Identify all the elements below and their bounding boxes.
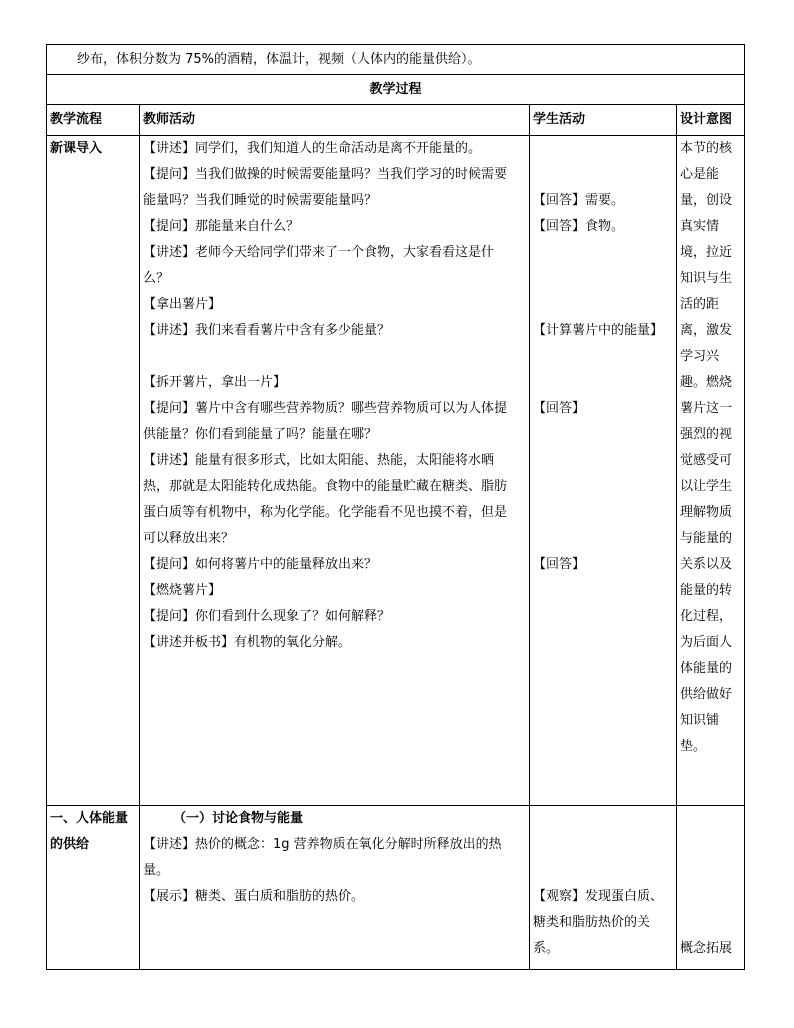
teacher-line: 【提问】你们看到什么现象了？如何解释？ bbox=[143, 609, 391, 624]
teacher-subtitle: （一）讨论食物与能量 bbox=[173, 811, 304, 826]
design-line: 与能量的 bbox=[680, 531, 733, 546]
student-line bbox=[533, 292, 673, 318]
teacher-line: 【拆开薯片，拿出一片】 bbox=[143, 375, 287, 390]
student-line bbox=[533, 344, 673, 370]
flow-intro: 新课导入 bbox=[47, 136, 140, 806]
student-line: 糖类和脂肪热价的关 bbox=[533, 915, 651, 930]
section-title-row bbox=[47, 75, 745, 105]
design-line: 学习兴 bbox=[680, 349, 720, 364]
teacher-line: 【提问】如何将薯片中的能量释放出来？ bbox=[143, 557, 378, 572]
lesson-plan-page bbox=[46, 44, 744, 970]
student-line bbox=[533, 832, 673, 858]
student-line bbox=[533, 162, 673, 188]
teacher-line: 【燃烧薯片】 bbox=[143, 583, 222, 598]
teacher-line: 热，那就是太阳能转化成热能。食物中的能量贮藏在糖类、脂肪 bbox=[143, 479, 508, 494]
student-line bbox=[533, 266, 673, 292]
teacher-line: 【拿出薯片】 bbox=[143, 297, 222, 312]
student-intro bbox=[530, 136, 677, 806]
header-student: 学生活动 bbox=[530, 105, 677, 136]
student-line: 系。 bbox=[533, 941, 560, 956]
header-teacher: 教师活动 bbox=[140, 105, 530, 136]
student-line bbox=[533, 474, 673, 500]
design-line: 体能量的 bbox=[680, 661, 733, 676]
teacher-line: 【讲述】能量有很多形式，比如太阳能、热能，太阳能将水晒 bbox=[143, 453, 495, 468]
student-line bbox=[533, 136, 673, 162]
teacher-line: 【提问】当我们做操的时候需要能量吗？当我们学习的时候需要 bbox=[143, 167, 508, 182]
design-line bbox=[680, 858, 741, 884]
design-line: 化过程， bbox=[680, 609, 733, 624]
materials-row bbox=[47, 45, 745, 75]
flow-line: 一、人体能量 bbox=[50, 811, 129, 826]
teacher-line: 【讲述】老师今天给同学们带来了一个食物，大家看看这是什 bbox=[143, 245, 495, 260]
design-line: 本节的核 bbox=[680, 141, 733, 156]
design-line: 觉感受可 bbox=[680, 453, 733, 468]
teacher-line: 【展示】糖类、蛋白质和脂肪的热价。 bbox=[143, 889, 365, 904]
design-line bbox=[680, 832, 741, 858]
design-line: 能量的转 bbox=[680, 583, 733, 598]
design-line: 趣。燃烧 bbox=[680, 375, 733, 390]
teacher-line: 供能量？你们看到能量了吗？能量在哪？ bbox=[143, 427, 378, 442]
teacher-line: 量。 bbox=[143, 863, 170, 878]
student-line bbox=[533, 370, 673, 396]
design-line: 离，激发 bbox=[680, 323, 733, 338]
teacher-line: 【讲述】我们来看看薯片中含有多少能量？ bbox=[143, 323, 391, 338]
teacher-line: 蛋白质等有机物中，称为化学能。化学能看不见也摸不着，但是 bbox=[143, 505, 508, 520]
lesson-plan-table bbox=[46, 44, 745, 970]
teacher-line bbox=[143, 344, 526, 370]
design-line: 供给做好 bbox=[680, 687, 733, 702]
teacher-line: 可以释放出来？ bbox=[143, 531, 235, 546]
teacher-energy-supply bbox=[140, 806, 530, 970]
teacher-line: 【提问】薯片中含有哪些营养物质？哪些营养物质可以为人体提 bbox=[143, 401, 508, 416]
header-row bbox=[47, 105, 745, 136]
design-line: 概念拓展 bbox=[680, 941, 733, 956]
student-line bbox=[533, 500, 673, 526]
design-line bbox=[680, 910, 741, 936]
student-line: 【计算薯片中的能量】 bbox=[533, 323, 664, 338]
design-line: 真实情 bbox=[680, 219, 720, 234]
student-line bbox=[533, 858, 673, 884]
design-line bbox=[680, 806, 741, 832]
teacher-intro bbox=[140, 136, 530, 806]
design-line: 理解物质 bbox=[680, 505, 733, 520]
header-design: 设计意图 bbox=[677, 105, 745, 136]
student-line: 【回答】食物。 bbox=[533, 219, 625, 234]
design-energy-supply bbox=[677, 806, 745, 970]
design-line: 活的距 bbox=[680, 297, 720, 312]
student-line: 【回答】 bbox=[533, 401, 586, 416]
design-line: 关系以及 bbox=[680, 557, 733, 572]
student-line bbox=[533, 806, 673, 832]
section-title: 教学过程 bbox=[47, 75, 745, 105]
student-line: 【观察】发现蛋白质、 bbox=[533, 889, 664, 904]
design-line: 薯片这一 bbox=[680, 401, 733, 416]
student-line bbox=[533, 526, 673, 552]
design-line: 心是能 bbox=[680, 167, 720, 182]
design-line: 以让学生 bbox=[680, 479, 733, 494]
teacher-line: 【讲述】热价的概念：1g 营养物质在氧化分解时所释放出的热 bbox=[143, 837, 502, 852]
teacher-line: 【讲述】同学们，我们知道人的生命活动是离不开能量的。 bbox=[143, 141, 482, 156]
teacher-line: 能量吗？当我们睡觉的时候需要能量吗？ bbox=[143, 193, 378, 208]
student-line: 【回答】需要。 bbox=[533, 193, 625, 208]
design-line: 垫。 bbox=[680, 739, 707, 754]
design-line: 知识与生 bbox=[680, 271, 733, 286]
design-line: 境，拉近 bbox=[680, 245, 733, 260]
design-line: 强烈的视 bbox=[680, 427, 733, 442]
teacher-line: 【讲述并板书】有机物的氧化分解。 bbox=[143, 635, 352, 650]
materials-text: 纱布，体积分数为 75%的酒精，体温计，视频（人体内的能量供给）。 bbox=[47, 45, 745, 75]
design-line: 量，创设 bbox=[680, 193, 733, 208]
design-line: 为后面人 bbox=[680, 635, 733, 650]
flow-line: 的供给 bbox=[50, 837, 90, 852]
student-line bbox=[533, 240, 673, 266]
student-line: 【回答】 bbox=[533, 557, 586, 572]
row-intro bbox=[47, 136, 745, 806]
student-line bbox=[533, 422, 673, 448]
header-flow: 教学流程 bbox=[47, 105, 140, 136]
teacher-line: 【提问】那能量来自什么？ bbox=[143, 219, 300, 234]
design-line bbox=[680, 884, 741, 910]
student-line bbox=[533, 448, 673, 474]
design-intro bbox=[677, 136, 745, 806]
teacher-line: 么？ bbox=[143, 271, 170, 286]
student-energy-supply bbox=[530, 806, 677, 970]
design-line: 知识铺 bbox=[680, 713, 720, 728]
flow-energy-supply bbox=[47, 806, 140, 970]
row-energy-supply bbox=[47, 806, 745, 970]
